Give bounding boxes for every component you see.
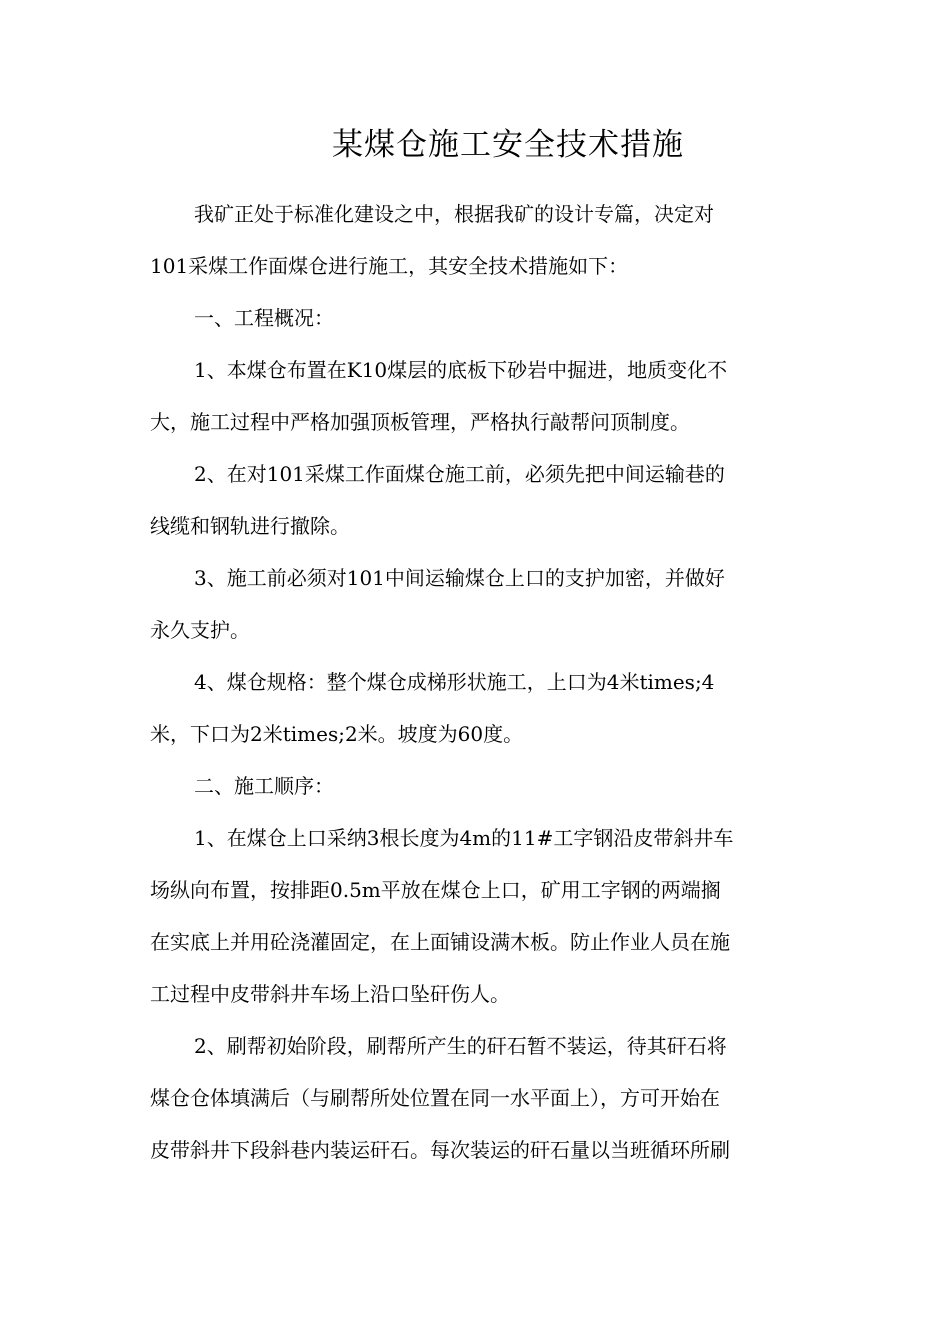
paragraph-line: 我矿正处于标准化建设之中，根据我矿的设计专篇，决定对	[194, 202, 714, 226]
document-body	[150, 188, 800, 1176]
paragraph-line: 3、施工前必须对101中间运输煤仓上口的支护加密，并做好	[194, 566, 725, 590]
paragraph-line: 永久支护。	[150, 618, 250, 642]
paragraph-line: 101采煤工作面煤仓进行施工，其安全技术措施如下：	[150, 254, 629, 278]
paragraph-line: 线缆和钢轨进行撤除。	[150, 514, 350, 538]
paragraph-line: 工过程中皮带斜井车场上沿口坠矸伤人。	[150, 982, 510, 1006]
paragraph-line: 2、刷帮初始阶段，刷帮所产生的矸石暂不装运，待其矸石将	[194, 1034, 727, 1058]
section-heading: 二、施工顺序：	[194, 774, 334, 798]
paragraph-line: 在实底上并用砼浇灌固定，在上面铺设满木板。防止作业人员在施	[150, 930, 730, 954]
paragraph-line: 4、煤仓规格：整个煤仓成梯形状施工，上口为4米times;4	[194, 670, 715, 694]
paragraph-line: 大，施工过程中严格加强顶板管理，严格执行敲帮问顶制度。	[150, 410, 690, 434]
paragraph-line: 米，下口为2米times;2米。坡度为60度。	[150, 722, 524, 746]
paragraph-line: 场纵向布置，按排距0.5m平放在煤仓上口，矿用工字钢的两端搁	[150, 878, 721, 902]
paragraph-line: 煤仓仓体填满后（与刷帮所处位置在同一水平面上），方可开始在	[150, 1086, 720, 1110]
paragraph-line: 1、本煤仓布置在K10煤层的底板下砂岩中掘进，地质变化不	[194, 358, 728, 382]
paragraph-line: 皮带斜井下段斜巷内装运矸石。每次装运的矸石量以当班循环所刷	[150, 1138, 730, 1162]
paragraph-line: 1、在煤仓上口采纳3根长度为4m的11#工字钢沿皮带斜井车	[194, 826, 734, 850]
document-title: 某煤仓施工安全技术措施	[332, 127, 684, 163]
section-heading: 一、工程概况：	[194, 306, 334, 330]
paragraph-line: 2、在对101采煤工作面煤仓施工前，必须先把中间运输巷的	[194, 462, 725, 486]
